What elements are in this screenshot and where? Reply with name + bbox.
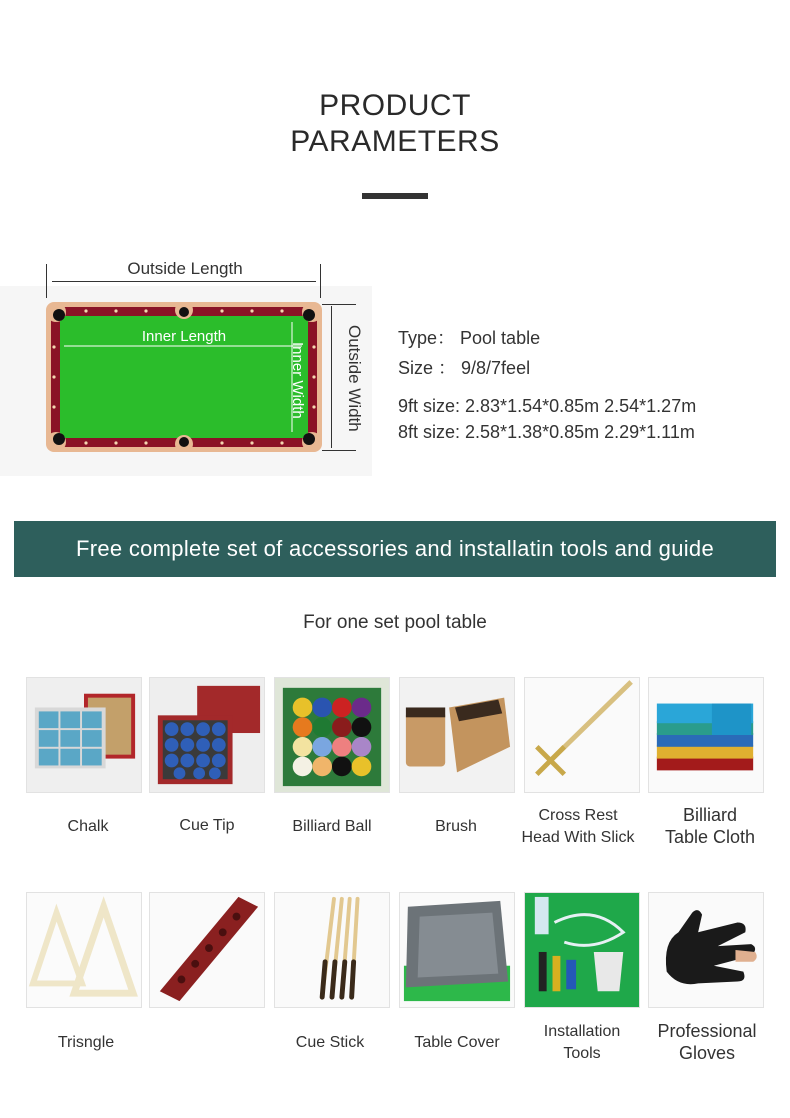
caption-table-cover: Table Cover: [414, 1034, 500, 1051]
table-cloth-image: [648, 677, 764, 793]
installation-tools-image: [524, 892, 640, 1008]
page-title: [0, 88, 790, 160]
caption-installation-tools: Installation Tools: [543, 1023, 621, 1062]
outside-width-label: Outside Width: [345, 324, 364, 432]
title-underline: [362, 193, 428, 199]
caption-brush: Brush: [435, 818, 477, 835]
outside-length-line: [52, 281, 316, 282]
cue-tip-image: [149, 677, 265, 793]
section-subtitle: For one set pool table: [303, 612, 487, 633]
caption-cross-rest: Cross Rest Head With Slick: [521, 807, 635, 846]
caption-cue-tip: Cue Tip: [179, 817, 235, 834]
cue-stick-image: [274, 892, 390, 1008]
param-9ft: 9ft size: 2.83*1.54*0.85m 2.54*1.27m: [398, 396, 697, 416]
inner-width-label: Inner Width: [289, 341, 306, 419]
cross-rest-image: [524, 677, 640, 793]
title-line-2: PARAMETERS: [290, 125, 500, 158]
caption-triangle: Trisngle: [57, 1034, 115, 1051]
outside-length-tick-left: [46, 264, 47, 298]
billiard-ball-image: [274, 677, 390, 793]
param-size: Size ： 9/8/7feel: [398, 358, 531, 378]
caption-table-cloth: Billiard Table Cloth: [664, 805, 756, 847]
outside-length-tick-right: [320, 264, 321, 298]
outside-width-line: [331, 306, 332, 448]
table-cover-image: [399, 892, 515, 1008]
inner-length-label: Inner Length: [141, 328, 227, 345]
outside-length-label: Outside Length: [127, 259, 243, 278]
param-8ft: 8ft size: 2.58*1.38*0.85m 2.29*1.11m: [398, 422, 695, 442]
caption-billiard-ball: Billiard Ball: [292, 818, 372, 835]
caption-cue-stick: Cue Stick: [295, 1034, 365, 1051]
brush-image: [399, 677, 515, 793]
param-type: Type： Pool table: [398, 328, 541, 348]
gloves-image: [648, 892, 764, 1008]
outside-width-tick-bottom: [322, 450, 356, 451]
accessories-banner-text: Free complete set of accessories and installatin tools and guide: [76, 536, 714, 561]
triangle-image: [26, 892, 142, 1008]
caption-chalk: Chalk: [67, 818, 109, 835]
chalk-image: [26, 677, 142, 793]
cue-rack-image: [149, 892, 265, 1008]
pool-table-diagram: [46, 302, 322, 452]
caption-gloves: Professional Gloves: [657, 1021, 757, 1063]
title-line-1: PRODUCT: [319, 89, 471, 122]
outside-width-tick-top: [322, 304, 356, 305]
